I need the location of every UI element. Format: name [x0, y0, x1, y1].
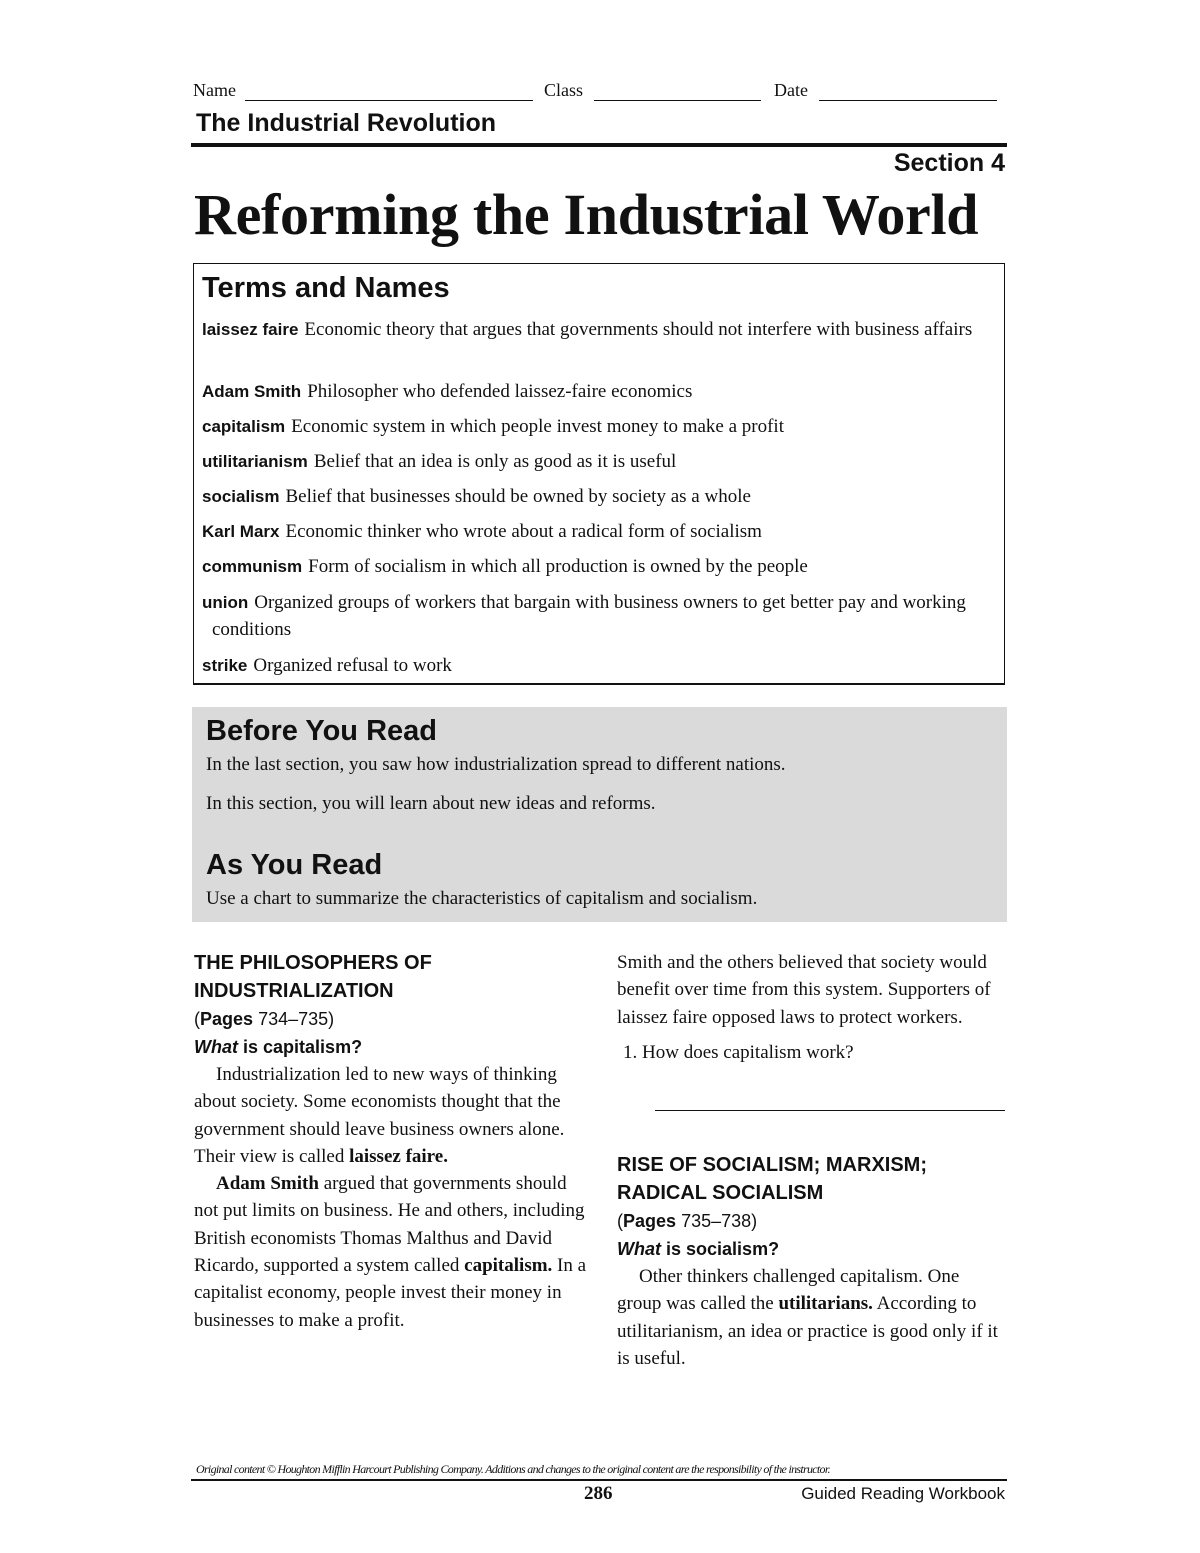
- term-definition: Philosopher who defended laissez-faire economics: [307, 381, 693, 402]
- term-item: [202, 518, 1002, 545]
- bold-term: Adam Smith: [216, 1173, 319, 1195]
- paragraph: [194, 1061, 589, 1170]
- pages-range: 735–738: [681, 1211, 752, 1232]
- bold-term: laissez faire.: [349, 1145, 448, 1167]
- term-item: [202, 448, 1002, 475]
- as-you-read-line: Use a chart to summarize the characteristics of capitalism and socialism.: [206, 888, 758, 909]
- section-number: Section 4: [893, 149, 1005, 177]
- footer-rule: [191, 1479, 1007, 1481]
- before-you-read-line-1: In the last section, you saw how industrialization spread to different nations.: [206, 754, 786, 775]
- paragraph-text: argued that governments should not put limits on business. He and others, including British economists Thomas Malthus and David Ricardo, supported a system called: [194, 1173, 585, 1277]
- question-number: 1.: [623, 1041, 638, 1063]
- question-text: is capitalism?: [243, 1037, 363, 1057]
- bold-term: capitalism.: [464, 1255, 553, 1277]
- term-label: Karl Marx: [202, 522, 280, 541]
- term-label: capitalism: [202, 417, 286, 436]
- pages-reference: (Pages 734–735): [194, 1009, 335, 1029]
- term-label: utilitarianism: [202, 452, 308, 471]
- before-you-read-line-2: In this section, you will learn about new ideas and reforms.: [206, 793, 656, 814]
- paragraph-text: Other thinkers challenged capitalism. One group was called the: [617, 1266, 960, 1315]
- term-item: [202, 413, 1002, 440]
- term-definition: Belief that an idea is only as good as it is useful: [313, 451, 677, 472]
- term-item: [202, 316, 1002, 343]
- copyright-notice: Original content © Houghton Mifflin Harcourt Publishing Company. Additions and changes to the original content are the responsibility of the instructor.: [196, 1462, 830, 1476]
- class-label: Class: [544, 80, 584, 100]
- question-text: is socialism?: [666, 1239, 780, 1260]
- paragraph: [194, 1170, 589, 1334]
- terms-and-names-box: [193, 263, 1005, 685]
- term-item: [202, 589, 1002, 643]
- question-emphasis: What: [617, 1239, 661, 1260]
- term-item: [202, 553, 1002, 580]
- term-item: [202, 652, 1002, 679]
- header-rule: [191, 143, 1007, 147]
- paragraph-text: According to utilitarianism, an idea or practice is good only if it is useful.: [617, 1293, 998, 1370]
- question-prompt: How does capitalism work?: [642, 1041, 854, 1063]
- pages-label: Pages: [623, 1211, 677, 1232]
- question-emphasis: What: [194, 1037, 238, 1057]
- as-you-read-heading: As You Read: [206, 849, 383, 881]
- workbook-title: Guided Reading Workbook: [801, 1484, 1005, 1503]
- page-title: Reforming the Industrial World: [194, 182, 979, 247]
- date-label: Date: [774, 80, 808, 100]
- term-label: socialism: [202, 487, 280, 506]
- page-number: 286: [584, 1483, 613, 1504]
- paragraph: [617, 1263, 1007, 1372]
- name-label: Name: [193, 80, 236, 100]
- paragraph-text: Industrialization led to new ways of thinking about society. Some economists thought that the government should leave business owners alone. Their view is called: [194, 1064, 565, 1167]
- pages-label: Pages: [200, 1009, 254, 1029]
- bold-term: utilitarians.: [778, 1293, 873, 1315]
- term-label: union: [202, 593, 249, 612]
- section-heading-socialism: RISE OF SOCIALISM; MARXISM; RADICAL SOCIALISM: [617, 1154, 927, 1205]
- date-blank: [819, 100, 997, 101]
- term-definition: Form of socialism in which all production is owned by the people: [308, 556, 808, 577]
- right-column: [617, 949, 1007, 1372]
- term-definition: Belief that businesses should be owned by society as a whole: [285, 486, 751, 507]
- term-definition: Economic theory that argues that governments should not interfere with business affairs: [304, 319, 973, 340]
- term-label: Adam Smith: [202, 382, 302, 401]
- name-blank: [245, 100, 533, 101]
- section-heading-philosophers: THE PHILOSOPHERS OF INDUSTRIALIZATION: [194, 952, 432, 1002]
- term-definition: Organized groups of workers that bargain with business owners to get better pay and working conditions: [212, 592, 966, 640]
- term-definition: Economic system in which people invest money to make a profit: [291, 416, 784, 437]
- term-label: communism: [202, 557, 303, 576]
- guiding-question: [617, 1235, 1007, 1263]
- term-item: [202, 378, 1002, 405]
- class-blank: [594, 100, 761, 101]
- before-you-read-box: [192, 707, 1007, 922]
- left-column: [194, 949, 589, 1334]
- chapter-title: The Industrial Revolution: [196, 109, 497, 137]
- term-label: laissez faire: [202, 320, 299, 339]
- term-label: strike: [202, 656, 248, 675]
- before-you-read-heading: Before You Read: [206, 715, 437, 747]
- terms-heading: Terms and Names: [202, 272, 450, 304]
- guiding-question: [194, 1033, 589, 1061]
- pages-range: 734–735: [258, 1009, 329, 1029]
- name-class-date-row: [193, 80, 1005, 104]
- term-definition: Organized refusal to work: [253, 655, 452, 676]
- paragraph: Smith and the others believed that society would benefit over time from this system. Supporters of laissez faire opposed laws to protect workers.: [617, 952, 991, 1028]
- term-item: [202, 483, 1002, 510]
- term-definition: Economic thinker who wrote about a radical form of socialism: [285, 521, 762, 542]
- pages-reference: (Pages 735–738): [617, 1211, 758, 1232]
- paragraph-text: In a capitalist economy, people invest their money in businesses to make a profit.: [194, 1255, 587, 1331]
- review-question: [623, 1039, 1007, 1066]
